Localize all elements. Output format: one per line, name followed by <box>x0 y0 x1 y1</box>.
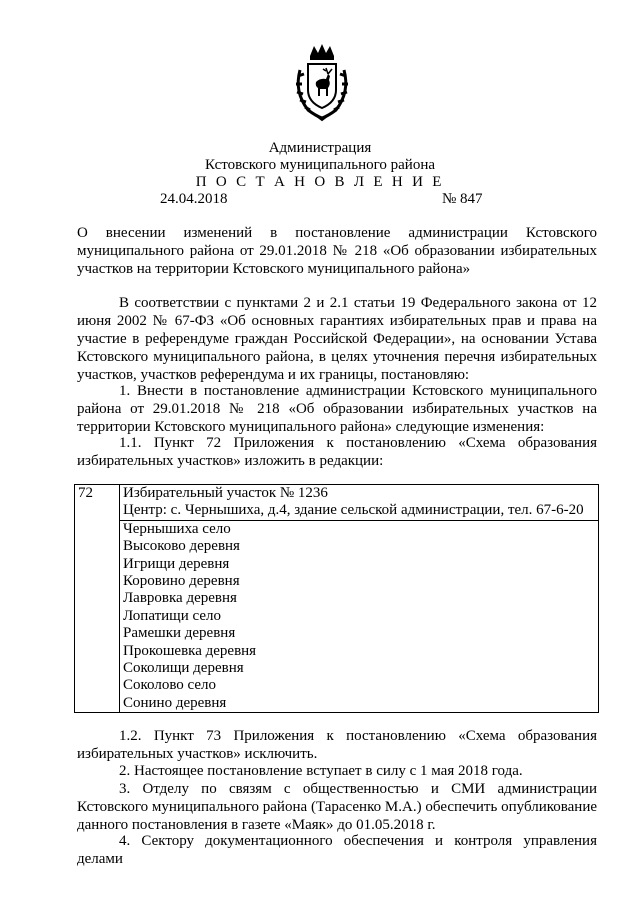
list-item: Игрищи деревня <box>123 555 230 572</box>
precinct-center: Центр: с. Чернышиха, д.4, здание сельской администрации, тел. 67-6-20 <box>123 502 584 519</box>
organization-name: Администрация <box>268 140 372 156</box>
paragraph-preamble: В соответствии с пунктами 2 и 2.1 статьи 19 Федерального закона от 12 июня 2002 № 67-ФЗ «Об основных гарантиях избирательных прав и права на участие в референдуме граждан Российской Федерации», на основании Устава Кстовского муниципального района, в целях уточнения перечня избирательных участков, участков референдума и их границы, постановляю: <box>77 295 597 383</box>
list-item: Прокошевка деревня <box>123 642 257 659</box>
list-item: Соколово село <box>123 677 217 694</box>
precinct-table <box>74 484 599 713</box>
precinct-cell <box>120 485 599 521</box>
paragraph-item-4: 4. Сектору документационного обеспечения и контроля управления делами <box>77 833 597 867</box>
district-name: Кстовского муниципального района <box>204 157 436 173</box>
list-item: Коровино деревня <box>123 573 240 590</box>
document-title: О внесении изменений в постановление администрации Кстовского муниципального района от 29.01.2018 № 218 «Об образовании избирательных участков на территории Кстовского муниципального района» <box>77 225 597 277</box>
list-item: Сонино деревня <box>123 694 227 711</box>
list-item: Лавровка деревня <box>123 590 237 607</box>
document-type: П О С Т А Н О В Л Е Н И Е <box>195 174 445 190</box>
paragraph-item-1-2: 1.2. Пункт 73 Приложения к постановлению «Схема образования избирательных участков» исключить. <box>77 728 597 762</box>
table-row <box>75 520 599 712</box>
paragraph-item-3: 3. Отделу по связям с общественностью и СМИ администрации Кстовского муниципального района (Тарасенко М.А.) обеспечить опубликование данного постановления в газете «Маяк» до 01.05.2018 г. <box>77 781 597 833</box>
precinct-name: Избирательный участок № 1236 <box>123 485 328 501</box>
row-number-cell: 72 <box>75 485 120 713</box>
settlements-cell <box>120 520 599 712</box>
paragraph-item-1: 1. Внести в постановление администрации Кстовского муниципального района от 29.01.2018 № 218 «Об образовании избирательных участков на территории Кстовского муниципального района» следующие изменения: <box>77 383 597 435</box>
list-item: Чернышиха село <box>123 520 231 537</box>
document-number: № 847 <box>442 191 483 207</box>
table-row <box>75 485 599 521</box>
coat-of-arms-icon <box>290 42 354 122</box>
document-date: 24.04.2018 <box>160 191 228 207</box>
list-item: Соколищи деревня <box>123 660 244 677</box>
paragraph-item-1-1: 1.1. Пункт 72 Приложения к постановлению «Схема образования избирательных участков» изложить в редакции: <box>77 435 597 469</box>
paragraph-item-2: 2. Настоящее постановление вступает в силу с 1 мая 2018 года. <box>119 763 523 779</box>
list-item: Высоково деревня <box>123 538 240 555</box>
list-item: Лопатищи село <box>123 607 221 624</box>
list-item: Рамешки деревня <box>123 625 236 642</box>
